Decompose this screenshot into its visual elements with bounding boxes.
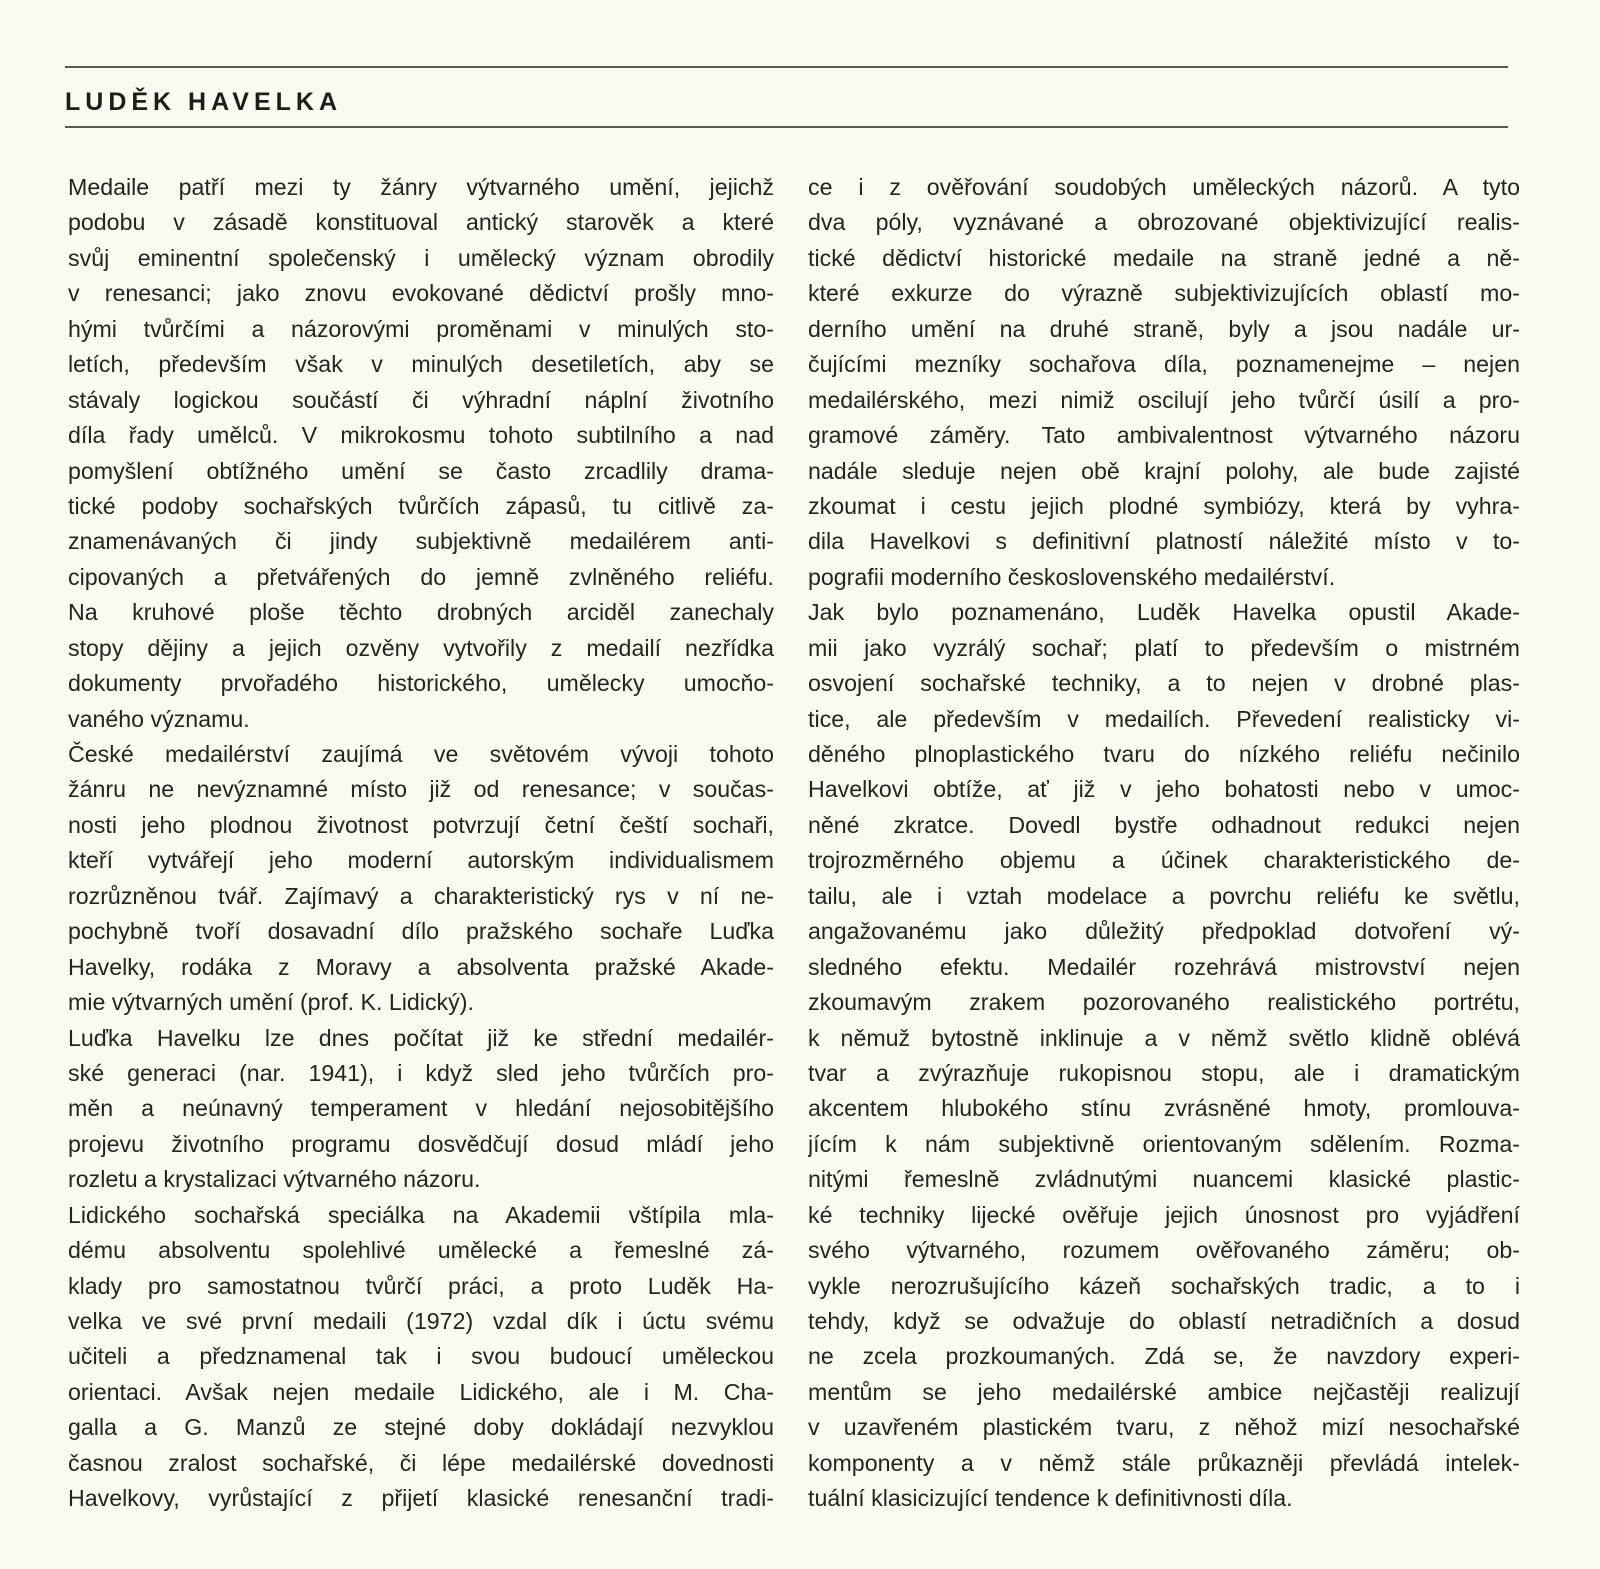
text-line: klady pro samostatnou tvůrčí práci, a proto Luděk Ha- [68, 1272, 774, 1299]
text-line: angažovanému jako důležitý předpoklad dotvoření vý- [808, 918, 1520, 945]
text-line: děného plnoplastického tvaru do nízkého reliéfu nečinilo [808, 741, 1520, 767]
text-line: tice, ale především v medailích. Převedení realisticky vi- [808, 705, 1520, 732]
text-line: žánru ne nevýznamné místo již od renesance; v součas- [68, 776, 774, 803]
text-line: mentům se jeho medailérské ambice nejčastěji realizují [808, 1378, 1520, 1405]
text-line: velka ve své první medaili (1972) vzdal dík i úctu svému [68, 1308, 774, 1334]
text-line: akcentem hlubokého stínu zvrásněné hmoty, promlouva- [808, 1095, 1520, 1122]
text-line: cipovaných a přetvářených do jemně zvlněného reliéfu. [68, 563, 774, 590]
text-line: dému absolventu spolehlivé umělecké a řemeslné zá- [68, 1237, 774, 1264]
text-line: Luďka Havelku lze dnes počítat již ke střední medailér- [68, 1024, 774, 1051]
text-line: tuální klasicizující tendence k definitivnosti díla. [808, 1485, 1293, 1512]
text-line: svého výtvarného, rozumem ověřovaného záměru; ob- [808, 1237, 1520, 1264]
text-line: stávaly logickou součástí či výhradní náplní životního [68, 386, 774, 413]
text-line: Medaile patří mezi ty žánry výtvarného umění, jejichž [68, 174, 774, 200]
text-line: pomyšlení obtížného umění se často zrcadlily drama- [68, 457, 774, 484]
text-line: učiteli a předznamenal tak i svou budoucí uměleckou [68, 1343, 774, 1370]
text-line: osvojení sochařské techniky, a to nejen v drobné plas- [808, 670, 1520, 697]
top-rule [65, 66, 1508, 68]
text-line: vykle nerozrušujícího kázeň sochařských tradic, a to i [808, 1272, 1520, 1299]
text-line: tvar a zvýrazňuje rukopisnou stopu, ale i dramatickým [808, 1059, 1520, 1086]
text-line: nosti jeho plodnou životnost potvrzují četní čeští sochaři, [68, 811, 774, 838]
text-line: něné zkratce. Dovedl bystře odhadnout redukci nejen [808, 811, 1520, 838]
text-line: derního umění na druhé straně, byly a jsou nadále ur- [808, 315, 1520, 342]
text-column-right [808, 170, 1520, 1517]
text-line: hými tvůrčími a názorovými proměnami v minulých sto- [68, 315, 774, 342]
text-line: dokumenty prvořadého historického, umělecky umocňo- [68, 670, 774, 697]
text-line: mii jako vyzrálý sochař; platí to především o mistrném [808, 634, 1520, 661]
text-line: České medailérství zaujímá ve světovém vývoji tohoto [68, 741, 774, 767]
text-line: letích, především však v minulých desetiletích, aby se [68, 351, 774, 378]
text-line: nitými řemeslně zvládnutými nuancemi klasické plastic- [808, 1166, 1520, 1193]
text-line: nadále sleduje nejen obě krajní polohy, ale bude zajisté [808, 457, 1520, 484]
text-line: gramové záměry. Tato ambivalentnost výtvarného názoru [808, 422, 1520, 449]
text-line: časnou zralost sochařské, či lépe medailérské dovednosti [68, 1449, 774, 1476]
text-line: pografii moderního československého medailérství. [808, 563, 1336, 590]
text-line: medailérského, mezi nimiž oscilují jeho tvůrčí úsilí a pro- [808, 386, 1520, 413]
text-line: ne zcela prozkoumaných. Zdá se, že navzdory experi- [808, 1343, 1520, 1370]
text-line: tehdy, když se odvažuje do oblastí netradičních a dosud [808, 1308, 1520, 1334]
text-line: mie výtvarných umění (prof. K. Lidický). [68, 989, 474, 1016]
text-line: kteří vytvářejí jeho moderní autorským individualismem [68, 847, 774, 874]
text-line: Havelkovi obtíže, ať již v jeho bohatosti nebo v umoc- [808, 776, 1520, 803]
text-line: podobu v zásadě konstituoval antický starověk a které [68, 209, 774, 236]
text-line: v renesanci; jako znovu evokované dědictví prošly mno- [68, 280, 774, 307]
text-line: znamenávaných či jindy subjektivně medailérem anti- [68, 528, 774, 555]
text-line: dva póly, vyznávané a obrozované objektivizující realis- [808, 209, 1520, 236]
text-line: ké techniky lijecké ověřuje jejich únosnost pro vyjádření [808, 1201, 1520, 1228]
text-line: galla a G. Manzů ze stejné doby dokládají nezvyklou [68, 1414, 774, 1441]
text-line: Havelky, rodáka z Moravy a absolventa pražské Akade- [68, 953, 774, 980]
text-line: které exkurze do výrazně subjektivizujících oblastí mo- [808, 280, 1520, 307]
text-line: rozrůzněnou tvář. Zajímavý a charakteristický rys v ní ne- [68, 882, 774, 909]
text-line: tické dědictví historické medaile na straně jedné a ně- [808, 244, 1520, 271]
text-line: stopy dějiny a jejich ozvěny vytvořily z medailí nezřídka [68, 634, 774, 661]
text-line: komponenty a v němž stále průkazněji převládá intelek- [808, 1449, 1520, 1476]
text-line: jícím k nám subjektivně orientovaným sdělením. Rozma- [808, 1130, 1520, 1157]
text-line: Jak bylo poznamenáno, Luděk Havelka opustil Akade- [808, 599, 1520, 626]
text-line: zkoumavým zrakem pozorovaného realistického portrétu, [808, 989, 1520, 1016]
text-line: trojrozměrného objemu a účinek charakteristického de- [808, 847, 1520, 874]
text-line: orientaci. Avšak nejen medaile Lidického, ale i M. Cha- [68, 1378, 774, 1405]
text-line: sledného efektu. Medailér rozehrává mistrovství nejen [808, 953, 1520, 980]
text-line: čujícími mezníky sochařova díla, poznamenejme – nejen [808, 351, 1520, 378]
text-line: tické podoby sochařských tvůrčích zápasů, tu citlivě za- [68, 492, 774, 519]
text-line: měn a neúnavný temperament v hledání nejosobitějšího [68, 1095, 774, 1122]
article-title: LUDĚK HAVELKA [65, 88, 343, 116]
text-line: Havelkovy, vyrůstající z přijetí klasické renesanční tradi- [68, 1485, 774, 1512]
title-rule [65, 126, 1508, 128]
text-line: ské generaci (nar. 1941), i když sled jeho tvůrčích pro- [68, 1059, 774, 1086]
text-line: tailu, ale i vztah modelace a povrchu reliéfu ke světlu, [808, 882, 1520, 909]
text-line: pochybně tvoří dosavadní dílo pražského sochaře Luďka [68, 918, 774, 945]
text-line: k němuž bytostně inklinuje a v němž světlo klidně oblévá [808, 1024, 1520, 1051]
text-column-left [68, 170, 774, 1517]
text-line: ce i z ověřování soudobých uměleckých názorů. A tyto [808, 174, 1520, 200]
text-line: projevu životního programu dosvědčují dosud mládí jeho [68, 1130, 774, 1157]
text-line: Na kruhové ploše těchto drobných arciděl zanechaly [68, 599, 774, 626]
text-line: v uzavřeném plastickém tvaru, z něhož mizí nesochařské [808, 1414, 1520, 1441]
text-line: Lidického sochařská speciálka na Akademii vštípila mla- [68, 1201, 774, 1228]
text-line: svůj eminentní společenský i umělecký význam obrodily [68, 244, 774, 271]
text-line: rozletu a krystalizaci výtvarného názoru. [68, 1166, 481, 1193]
text-line: vaného významu. [68, 705, 250, 732]
text-line: dila Havelkovi s definitivní platností náležité místo v to- [808, 528, 1520, 555]
text-line: díla řady umělců. V mikrokosmu tohoto subtilního a nad [68, 422, 774, 449]
text-line: zkoumat i cestu jejich plodné symbiózy, která by vyhra- [808, 492, 1520, 519]
